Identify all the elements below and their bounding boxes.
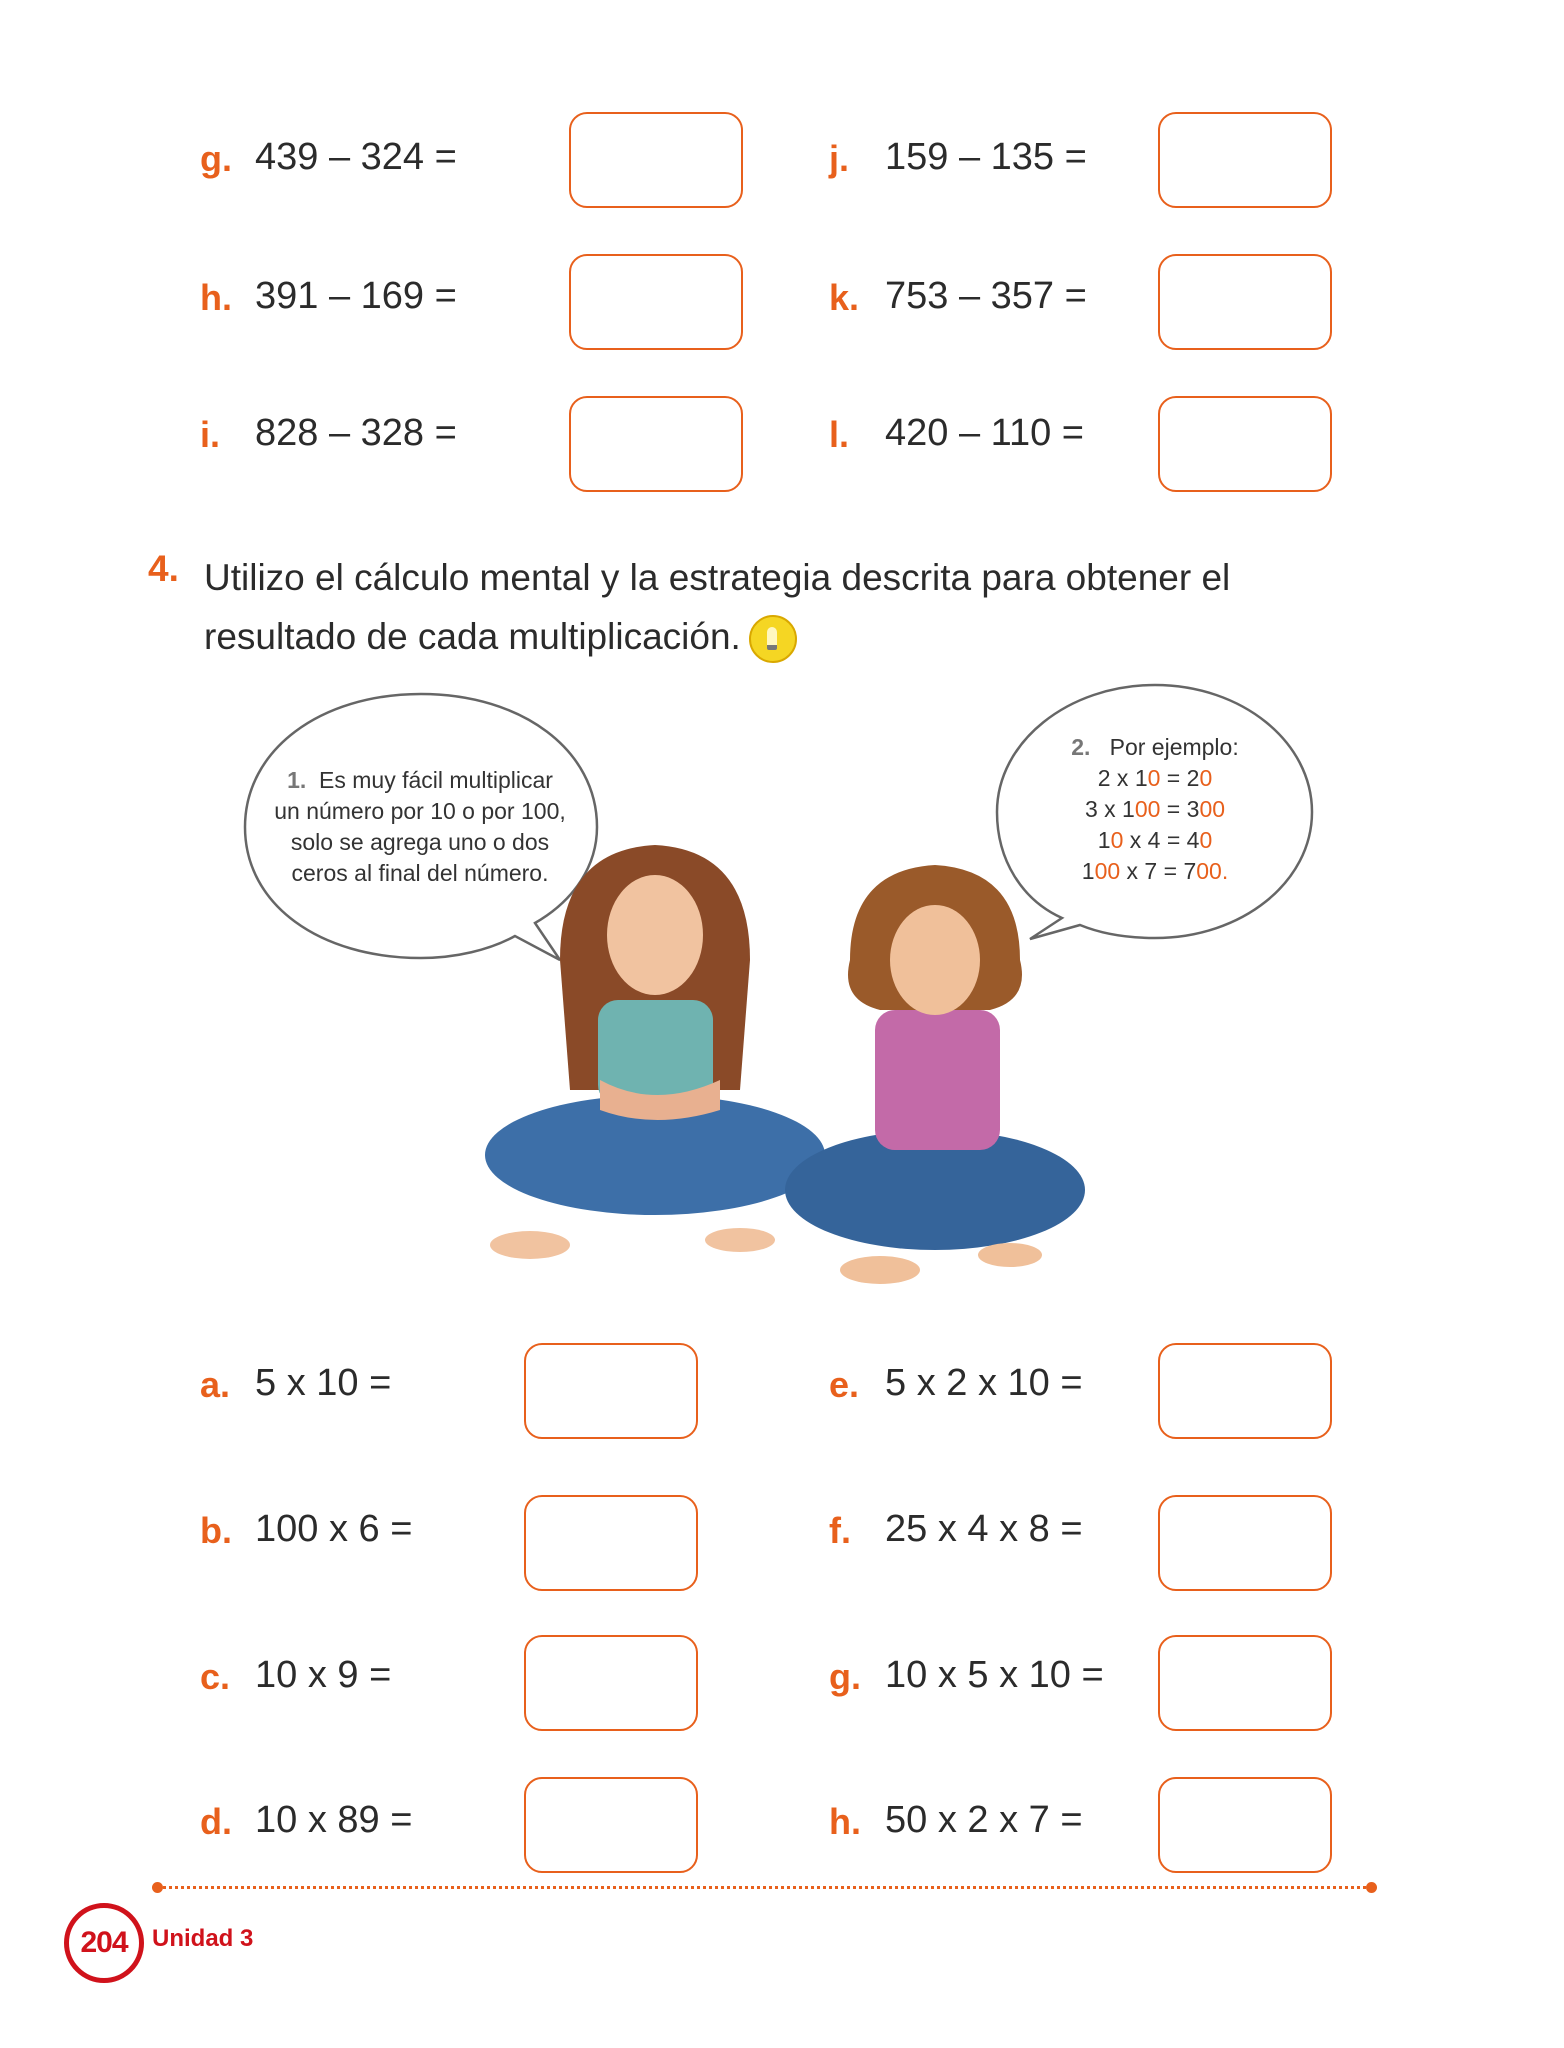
item-expression: 5 x 2 x 10 = — [885, 1362, 1083, 1404]
answer-box[interactable] — [524, 1777, 698, 1873]
exercise-number: 4. — [148, 548, 179, 589]
answer-box[interactable] — [1158, 1495, 1332, 1591]
answer-box[interactable] — [1158, 1777, 1332, 1873]
item-expression: 10 x 9 = — [255, 1654, 392, 1696]
item-expression: 10 x 5 x 10 = — [885, 1654, 1104, 1696]
answer-box[interactable] — [1158, 1343, 1332, 1439]
page-number-text: 204 — [80, 1926, 128, 1959]
bubble-number: 1. — [287, 767, 307, 793]
item-label: g. — [829, 1656, 861, 1697]
item-label: f. — [829, 1510, 851, 1551]
item-expression: 391 – 169 = — [255, 275, 457, 317]
item-label: e. — [829, 1364, 860, 1405]
page-number — [64, 1903, 144, 1983]
item-expression: 10 x 89 = — [255, 1799, 413, 1841]
speech-bubble-right-text — [1040, 732, 1270, 887]
item-label: b. — [200, 1510, 232, 1551]
footer-divider — [158, 1886, 1372, 1889]
answer-box[interactable] — [524, 1495, 698, 1591]
item-expression: 828 – 328 = — [255, 412, 457, 454]
example-line: 2 x 10 = 20 — [1097, 765, 1213, 791]
item-expression: 5 x 10 = — [255, 1362, 392, 1404]
item-label: d. — [200, 1801, 232, 1842]
item-label: i. — [200, 414, 221, 455]
item-label: h. — [200, 277, 232, 318]
example-line: 10 x 4 = 40 — [1097, 827, 1213, 853]
answer-box[interactable] — [524, 1635, 698, 1731]
bubble-line: solo se agrega uno o dos — [290, 829, 550, 855]
item-expression: 439 – 324 = — [255, 136, 457, 178]
example-line: 3 x 100 = 300 — [1084, 796, 1226, 822]
item-expression: 753 – 357 = — [885, 275, 1087, 317]
item-label: h. — [829, 1801, 861, 1842]
bubble-line: un número por 10 o por 100, — [274, 798, 566, 824]
item-label: l. — [829, 414, 850, 455]
item-label: j. — [829, 138, 850, 179]
item-label: a. — [200, 1364, 231, 1405]
answer-box[interactable] — [1158, 1635, 1332, 1731]
divider-dot — [152, 1882, 163, 1893]
bubble-title: Por ejemplo: — [1109, 734, 1239, 760]
girl-right-illustration — [785, 865, 1085, 1284]
answer-box[interactable] — [524, 1343, 698, 1439]
item-expression: 25 x 4 x 8 = — [885, 1508, 1083, 1550]
item-expression: 420 – 110 = — [885, 412, 1084, 454]
bubble-line: ceros al final del número. — [291, 860, 549, 886]
item-expression: 50 x 2 x 7 = — [885, 1799, 1083, 1841]
instruction-text: Utilizo el cálculo mental y la estrategia descrita para obtener el resultado de cada multiplicación. — [204, 557, 1231, 657]
example-line: 100 x 7 = 700. — [1081, 858, 1229, 884]
item-label: c. — [200, 1656, 231, 1697]
unit-label: Unidad 3 — [152, 1925, 254, 1952]
item-label: k. — [829, 277, 860, 318]
item-label: g. — [200, 138, 232, 179]
bubble-number: 2. — [1071, 734, 1091, 760]
item-expression: 100 x 6 = — [255, 1508, 413, 1550]
divider-dot — [1366, 1882, 1377, 1893]
speech-bubble-left-text — [255, 765, 585, 889]
bubble-line: Es muy fácil multiplicar — [319, 767, 553, 793]
item-expression: 159 – 135 = — [885, 136, 1087, 178]
